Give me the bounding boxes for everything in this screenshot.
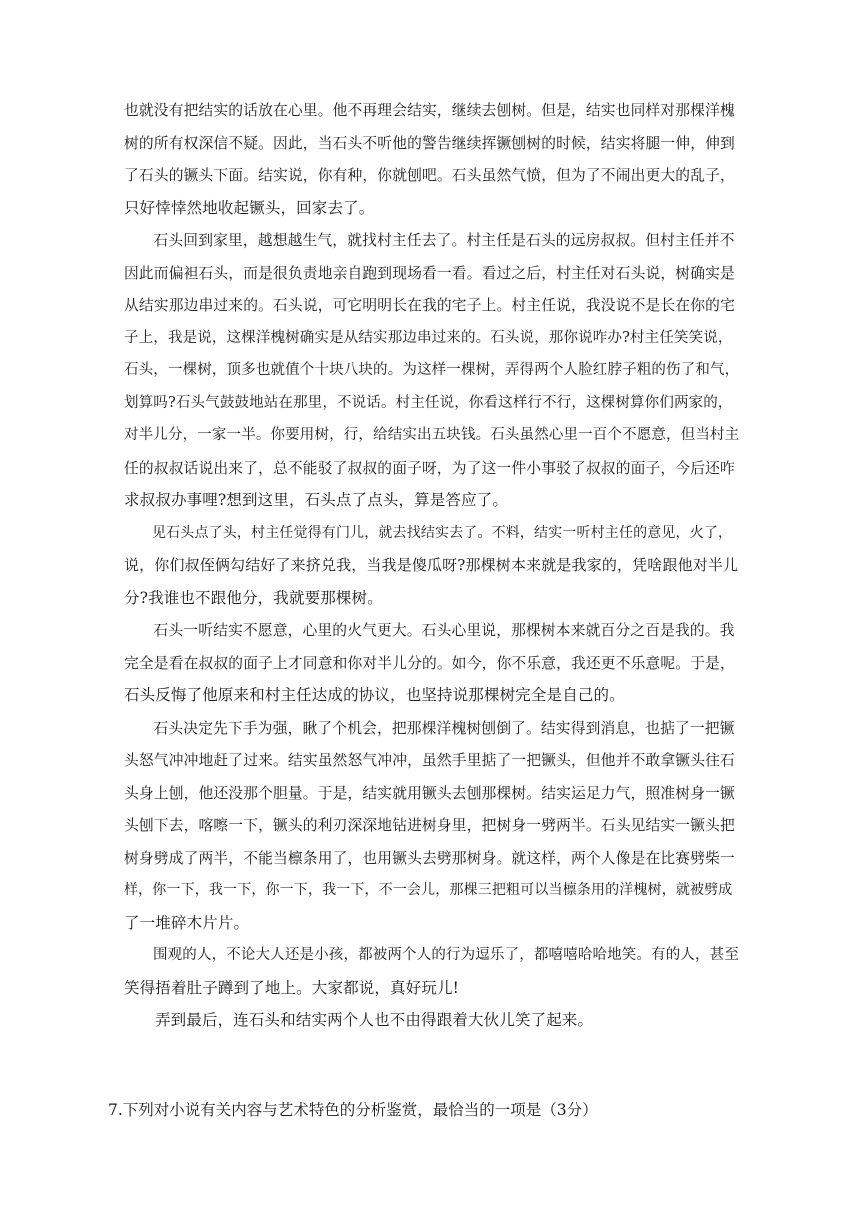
text-line: 树身劈成了两半，不能当檩条用了，也用镢头去劈那树身。就这样，两个人像是在比赛劈柴一 (124, 849, 735, 867)
paragraph-first-line: 石头回到家里，越想越生气，就找村主任去了。村主任是石头的远房叔叔。但村主任并不 (153, 232, 735, 249)
text-line: 石头反悔了他原来和村主任达成的协议，也坚持说那棵树完全是自己的。 (124, 686, 625, 704)
text-line: 划算吗?石头气鼓鼓地站在那里，不说话。村主任说，你看这样行不行，这棵树算你们两家的， (124, 394, 733, 411)
paragraph-first-line: 见石头点了头，村主任觉得有门儿，就去找结实去了。不料，结实一听村主任的意见，火了， (152, 524, 733, 541)
text-line: 也就没有把结实的话放在心里。他不再理会结实，继续去刨树。但是，结实也同样对那棵洋槐 (124, 102, 735, 119)
text-line: 头刨下去，喀嚓一下，镢头的利刃深深地钻进树身里，把树身一劈两半。石头见结实一镢头把 (124, 817, 735, 834)
paragraph-first-line: 石头一听结实不愿意，心里的火气更大。石头心里说，那棵树本来就百分之百是我的。我 (153, 622, 735, 639)
story-text (124, 100, 742, 1043)
text-line: 头身上刨，他还没那个胆量。于是，结实就用镢头去刨那棵树。结实运足力气，照准树身一镢 (124, 784, 735, 802)
text-line: 完全是看在叔叔的面子上才同意和你对半儿分的。如今，你不乐意，我还更不乐意呢。于是， (124, 654, 735, 672)
text-line: 了一堆碎木片片。 (124, 913, 250, 932)
text-line: 求叔叔办事哩?想到这里，石头点了点头，算是答应了。 (124, 491, 509, 509)
text-line: 子上，我是说，这棵洋槐树确实是从结实那边串过来的。石头说，那你说咋办?村主任笑笑说， (124, 329, 733, 346)
paragraph-first-line: 围观的人，不论大人还是小孩，都被两个人的行为逗乐了，都嘻嘻哈哈地笑。有的人，甚至 (153, 947, 739, 963)
text-line: 对半儿分，一家一半。你要用树，行，给结实出五块钱。石头虽然心里一百个不愿意，但当村主 (124, 427, 740, 443)
text-line: 树的所有权深信不疑。因此，当石头不听他的警告继续挥镢刨树的时候，结实将腿一伸，伸到 (124, 134, 735, 152)
text-line: 任的叔叔话说出来了，总不能驳了叔叔的面子呀，为了这一件小事驳了叔叔的面子，今后还咋 (124, 459, 735, 477)
text-line: 了石头的镢头下面。结实说，你有种，你就刨吧。石头虽然气愤，但为了不闹出更大的乱子， (124, 167, 735, 184)
text-line: 只好悻悻然地收起镢头，回家去了。 (124, 198, 375, 217)
text-line: 笑得捂着肚子蹲到了地上。大家都说，真好玩儿! (124, 978, 460, 997)
text-line: 样，你一下，我一下，你一下，我一下，不一会儿，那棵三把粗可以当檩条用的洋槐树，就被劈成 (124, 882, 733, 898)
text-line: 因此而偏袒石头，而是很负责地亲自跑到现场看一看。看过之后，村主任对石头说，树确实是 (124, 264, 735, 282)
text-line: 头怒气冲冲地赶了过来。结实虽然怒气冲冲，虽然手里掂了一把镢头，但他并不敢拿镢头往石 (124, 752, 735, 769)
text-line: 分?我谁也不跟他分，我就要那棵树。 (124, 588, 383, 607)
paragraph-first-line: 弄到最后，连石头和结实两个人也不由得跟着大伙儿笑了起来。 (155, 1011, 594, 1029)
question-7: 7.下列对小说有关内容与艺术特色的分析鉴赏，最恰当的一项是（3分） (108, 1101, 598, 1119)
text-line: 说，你们叔侄俩勾结好了来挤兑我，当我是傻瓜呀?那棵树本来就是我家的，凭啥跟他对半儿 (124, 556, 739, 574)
text-line: 从结实那边串过来的。石头说，可它明明长在我的宅子上。村主任说，我没说不是长在你的宅 (124, 297, 735, 314)
paragraph-first-line: 石头决定先下手为强，瞅了个机会，把那棵洋槐树刨倒了。结实得到消息，也掂了一把镢 (153, 719, 735, 737)
text-line: 石头，一棵树，顶多也就值个十块八块的。为这样一棵树，弄得两个人脸红脖子粗的伤了和气， (124, 362, 740, 378)
